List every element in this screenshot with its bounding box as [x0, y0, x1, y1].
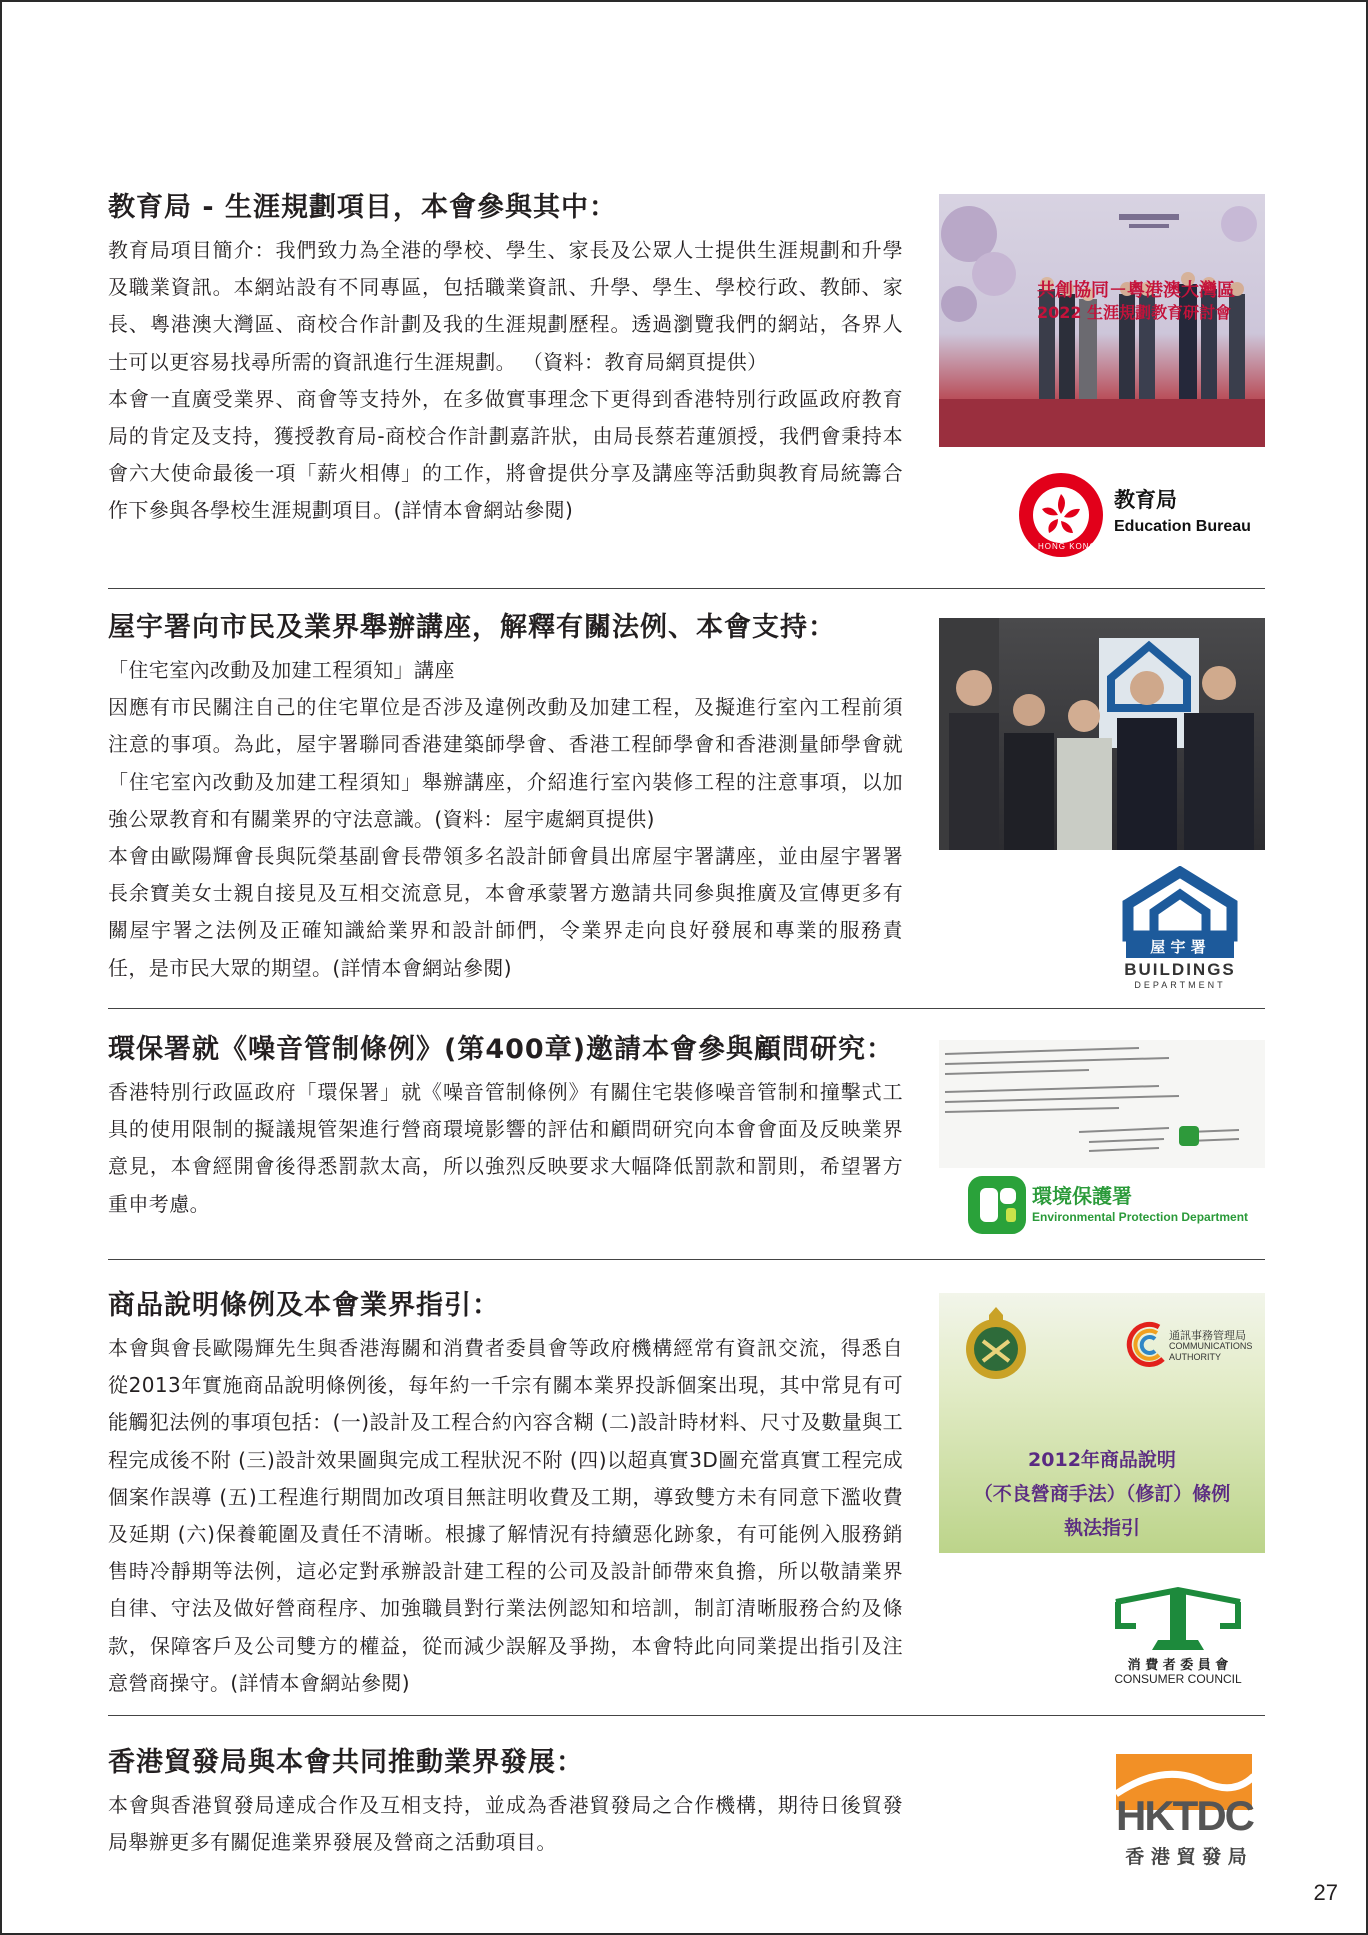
epd-logo-zh: 環境保護署 [1032, 1184, 1132, 1208]
hktdc-logo [1104, 1752, 1264, 1870]
paragraph: 本會與香港貿發局達成合作及互相支持，並成為香港貿發局之合作機構，期待日後貿發局舉辦更多有關促進業界發展及營商之活動項目。 [108, 1793, 903, 1855]
ofca-name-en2: AUTHORITY [1169, 1352, 1222, 1362]
hktdc-logo-zh: 香 港 貿 發 局 [1125, 1846, 1247, 1868]
edb-logo-en: Education Bureau [1114, 518, 1251, 535]
section-title: 教育局 - 生涯規劃項目，本會參與其中： [108, 192, 618, 223]
banner-subtitle: 2022 生涯規劃教育研討會 [1037, 303, 1232, 322]
scales-icon [1108, 1582, 1248, 1654]
section-title: 商品說明條例及本會業界指引： [108, 1290, 500, 1321]
bd-logo [1118, 866, 1242, 990]
section-divider [108, 1259, 1265, 1260]
paragraph: 因應有市民關注自己的住宅單位是否涉及違例改動及加建工程，及擬進行室內工程前須注意的事項。為此，屋宇署聯同香港建築師學會、香港工程師學會和香港測量師學會就「住宅室內改動及加建工程須知」舉辦講座，介紹進行室內裝修工程的注意事項，以加強公眾教育和有關業界的守法意識。(資料：屋宇處網頁提供) [108, 695, 903, 831]
bd-logo-en: BUILDINGS [1124, 960, 1236, 979]
edb-seminar-photo [939, 194, 1265, 447]
page-number: 27 [1313, 1880, 1338, 1905]
banner-title: 共創協同－粵港澳大灣區 [1037, 280, 1235, 301]
bd-seminar-photo [939, 618, 1265, 850]
emblem-caption: HONG KONG [1038, 542, 1097, 551]
section-hktdc [108, 1745, 1265, 1861]
ofca-name-en1: COMMUNICATIONS [1169, 1341, 1253, 1351]
epd-emblem-icon [966, 1174, 1028, 1236]
section-title: 屋宇署向市民及業界舉辦講座，解釋有關法例、本會支持： [108, 612, 836, 643]
customs-badge-icon [961, 1305, 1031, 1385]
section-title: 香港貿發局與本會共同推動業界發展： [108, 1747, 584, 1778]
epd-logo-en: Environmental Protection Department [1032, 1210, 1249, 1224]
poster-title-2: （不良營商手法）（修訂）條例 [973, 1483, 1231, 1505]
bd-logo-en2: DEPARTMENT [1134, 980, 1226, 990]
edb-logo [1018, 470, 1268, 562]
paragraph: 本會一直廣受業界、商會等支持外，在多做實事理念下更得到香港特別行政區政府教育局的肯定及支持，獲授教育局-商校合作計劃嘉許狀，由局長蔡若蓮頒授，我們會秉持本會六大使命最後一項「薪火相傳」的工作，將會提供分享及講座等活動與教育局統籌合作下參與各學校生涯規劃項目。(詳情本會網站參閱) [108, 386, 903, 523]
epd-letter-image [939, 1040, 1265, 1168]
section-divider [108, 1715, 1265, 1716]
epd-logo [966, 1174, 1266, 1238]
consumer-council-zh: 消 費 者 委 員 會 [1127, 1658, 1229, 1673]
bd-logo-zh: 屋 宇 署 [1150, 938, 1206, 956]
consumer-council-en: CONSUMER COUNCIL [1114, 1672, 1242, 1686]
trade-descriptions-poster [939, 1293, 1265, 1553]
poster-title-1: 2012年商品說明 [1028, 1449, 1176, 1471]
poster-title-3: 執法指引 [1063, 1517, 1140, 1539]
paragraph: 本會由歐陽輝會長與阮榮基副會長帶領多名設計師會員出席屋宇署講座，並由屋宇署署長余寶美女士親自接見及互相交流意見，本會承蒙署方邀請共同參與推廣及宣傳更多有關屋宇署之法例及正確知識給業界和設計師們，令業界走向良好發展和專業的服務責任，是市民大眾的期望。(詳情本會網站參閱) [108, 844, 903, 980]
ofca-logo-icon [1119, 1319, 1169, 1369]
section-divider [108, 1008, 1265, 1009]
section-divider [108, 588, 1265, 589]
consumer-council-logo [1108, 1582, 1248, 1686]
section-title: 環保署就《噪音管制條例》(第400章)邀請本會參與顧問研究： [108, 1034, 895, 1065]
paragraph: 「住宅室內改動及加建工程須知」講座 [108, 658, 455, 682]
ofca-name-zh: 通訊事務管理局 [1169, 1329, 1246, 1342]
edb-logo-zh: 教育局 [1114, 488, 1177, 512]
paragraph: 香港特別行政區政府「環保署」就《噪音管制條例》有關住宅裝修噪音管制和撞擊式工具的使用限制的擬議規管架進行營商環境影響的評估和顧問研究向本會會面及反映業界意見，本會經開會後得悉罰款太高，所以強烈反映要求大幅降低罰款和罰則，希望署方重申考慮。 [108, 1080, 903, 1216]
paragraph: 本會與會長歐陽輝先生與香港海關和消費者委員會等政府機構經常有資訊交流，得悉自從2013年實施商品說明條例後，每年約一千宗有關本業界投訴個案出現，其中常見有可能觸犯法例的事項包括：(一)設計及工程合約內容含糊 (二)設計時材料、尺寸及數量與工程完成後不附 (三)設計效果圖與完成工程狀況不附 (四)以超真實3D圖充當真實工程完成個案作誤導 (五)工程進行期間加改項目無註明收費及工期，導致雙方未有同意下濫收費及延期 (六)保養範圍及責任不清晰。根據了解情況有持續惡化跡象，有可能例入服務銷售時冷靜期等法例，這必定對承辦設計建工程的公司及設計師帶來負擔，所以敬請業界自律、守法及做好營商程序、加強職員對行業法例認知和培訓，制訂清晰服務合約及條款，保障客戶及公司雙方的權益，從而減少誤解及爭拗，本會特此向同業提出指引及注意營商操守。(詳情本會網站參閱) [108, 1336, 903, 1695]
paragraph: 教育局項目簡介：我們致力為全港的學校、學生、家長及公眾人士提供生涯規劃和升學及職業資訊。本網站設有不同專區，包括職業資訊、升學、學生、學校行政、教師、家長、粵港澳大灣區、商校合作計劃及我的生涯規劃歷程。透過瀏覽我們的網站，各界人士可以更容易找尋所需的資訊進行生涯規劃。 （資料：教育局網頁提供） [108, 238, 903, 374]
hktdc-wordmark: HKTDC [1116, 1792, 1253, 1839]
